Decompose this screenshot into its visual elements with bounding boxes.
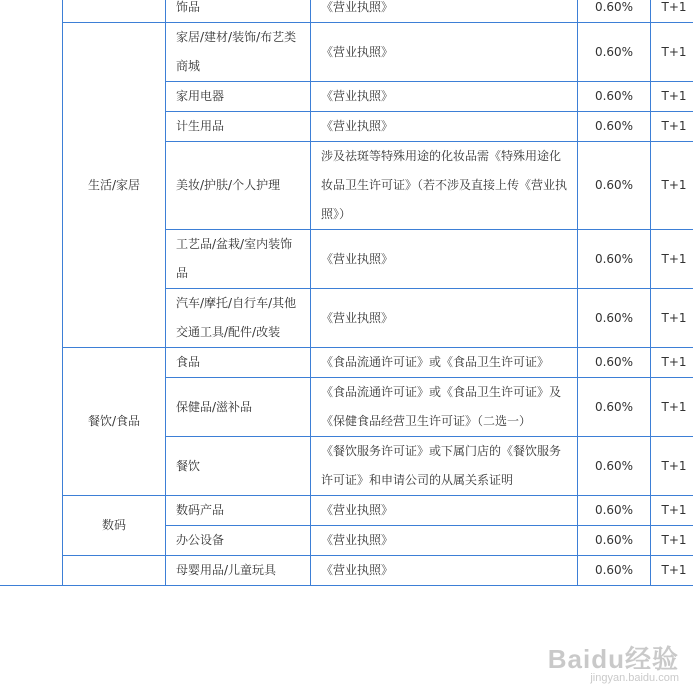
subcategory-cell: 家用电器 bbox=[166, 82, 311, 112]
requirement-cell: 《营业执照》 bbox=[311, 496, 578, 526]
settlement-cell: T+1 bbox=[651, 437, 693, 496]
rate-cell: 0.60% bbox=[578, 82, 651, 112]
rate-cell: 0.60% bbox=[578, 378, 651, 437]
settlement-cell: T+1 bbox=[651, 556, 693, 586]
table-row bbox=[0, 23, 693, 82]
category-cell bbox=[63, 556, 166, 586]
subcategory-cell: 家居/建材/装饰/布艺类商城 bbox=[166, 23, 311, 82]
subcategory-cell: 饰品 bbox=[166, 0, 311, 23]
settlement-cell: T+1 bbox=[651, 23, 693, 82]
requirement-cell: 《食品流通许可证》或《食品卫生许可证》 bbox=[311, 348, 578, 378]
settlement-cell: T+1 bbox=[651, 112, 693, 142]
requirement-cell: 《营业执照》 bbox=[311, 82, 578, 112]
requirement-cell: 《营业执照》 bbox=[311, 556, 578, 586]
rate-cell: 0.60% bbox=[578, 348, 651, 378]
settlement-cell: T+1 bbox=[651, 230, 693, 289]
subcategory-cell: 美妆/护肤/个人护理 bbox=[166, 142, 311, 230]
rate-cell: 0.60% bbox=[578, 230, 651, 289]
category-cell: 生活/家居 bbox=[63, 23, 166, 348]
subcategory-cell: 数码产品 bbox=[166, 496, 311, 526]
settlement-cell: T+1 bbox=[651, 348, 693, 378]
rate-cell: 0.60% bbox=[578, 437, 651, 496]
requirement-cell: 《食品流通许可证》或《食品卫生许可证》及《保健食品经营卫生许可证》（二选一） bbox=[311, 378, 578, 437]
rate-cell: 0.60% bbox=[578, 142, 651, 230]
requirement-cell: 《营业执照》 bbox=[311, 526, 578, 556]
rate-cell: 0.60% bbox=[578, 289, 651, 348]
rate-cell: 0.60% bbox=[578, 556, 651, 586]
rate-cell: 0.60% bbox=[578, 526, 651, 556]
category-cell: 餐饮/食品 bbox=[63, 348, 166, 496]
subcategory-cell: 餐饮 bbox=[166, 437, 311, 496]
settlement-cell: T+1 bbox=[651, 496, 693, 526]
settlement-cell: T+1 bbox=[651, 526, 693, 556]
category-cell: 数码 bbox=[63, 496, 166, 556]
settlement-cell: T+1 bbox=[651, 142, 693, 230]
requirement-cell: 《营业执照》 bbox=[311, 112, 578, 142]
requirement-cell: 《营业执照》 bbox=[311, 23, 578, 82]
table-row bbox=[0, 496, 693, 526]
subcategory-cell: 母婴用品/儿童玩具 bbox=[166, 556, 311, 586]
settlement-cell: T+1 bbox=[651, 289, 693, 348]
watermark-url: jingyan.baidu.com bbox=[590, 672, 679, 684]
rate-cell: 0.60% bbox=[578, 0, 651, 23]
requirement-cell: 涉及祛斑等特殊用途的化妆品需《特殊用途化妆品卫生许可证》（若不涉及直接上传《营业执照》） bbox=[311, 142, 578, 230]
table-row bbox=[0, 556, 693, 586]
baidu-watermark bbox=[548, 639, 679, 684]
subcategory-cell: 汽车/摩托/自行车/其他交通工具/配件/改装 bbox=[166, 289, 311, 348]
requirement-cell: 《营业执照》 bbox=[311, 0, 578, 23]
watermark-logo: Baidu经验 bbox=[547, 644, 679, 674]
settlement-cell: T+1 bbox=[651, 82, 693, 112]
requirement-cell: 《营业执照》 bbox=[311, 289, 578, 348]
subcategory-cell: 工艺品/盆栽/室内装饰品 bbox=[166, 230, 311, 289]
subcategory-cell: 食品 bbox=[166, 348, 311, 378]
requirement-cell: 《营业执照》 bbox=[311, 230, 578, 289]
table-row bbox=[0, 0, 693, 23]
settlement-cell: T+1 bbox=[651, 0, 693, 23]
subcategory-cell: 计生用品 bbox=[166, 112, 311, 142]
rate-cell: 0.60% bbox=[578, 23, 651, 82]
category-cell bbox=[63, 0, 166, 23]
table-row bbox=[0, 348, 693, 378]
settlement-cell: T+1 bbox=[651, 378, 693, 437]
subcategory-cell: 办公设备 bbox=[166, 526, 311, 556]
rate-cell: 0.60% bbox=[578, 496, 651, 526]
rate-cell: 0.60% bbox=[578, 112, 651, 142]
requirement-cell: 《餐饮服务许可证》或下属门店的《餐饮服务许可证》和申请公司的从属关系证明 bbox=[311, 437, 578, 496]
subcategory-cell: 保健品/滋补品 bbox=[166, 378, 311, 437]
leading-merged-cell bbox=[0, 0, 63, 586]
